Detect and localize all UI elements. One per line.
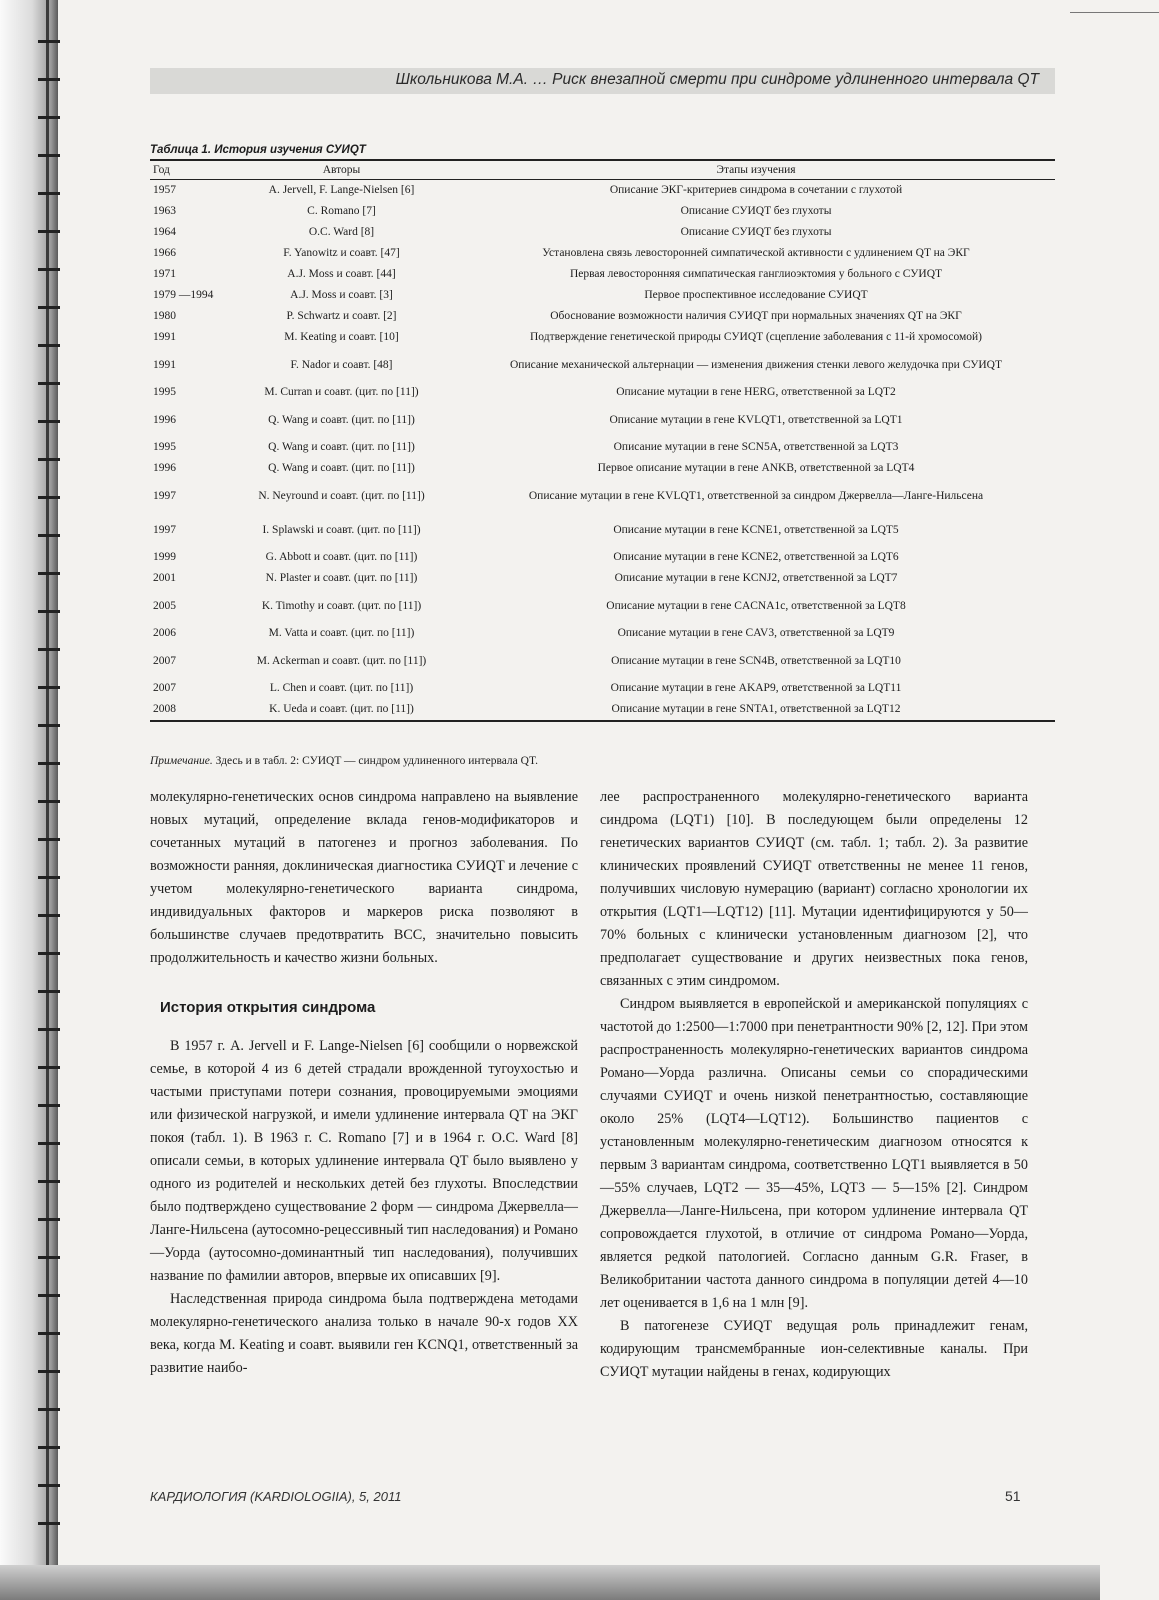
cell-year: 1991	[153, 331, 176, 343]
cell-year: 2008	[153, 703, 176, 715]
binding-hole	[38, 420, 60, 423]
cell-authors: K. Timothy и соавт. (цит. по [11])	[261, 599, 422, 612]
binding-hole	[38, 458, 60, 461]
left-column	[150, 786, 578, 1380]
binding-hole	[38, 610, 60, 613]
cell-authors: M. Vatta и соавт. (цит. по [11])	[268, 627, 415, 639]
cell-stage: Описание механической альтернации — изменения движения стенки левого желудочка при СУИQT	[510, 358, 1002, 371]
binding-hole	[38, 1446, 60, 1449]
cell-year: 1963	[153, 205, 176, 217]
history-table	[150, 159, 1055, 722]
right-paragraph-1: лее распространенного молекулярно-генетического варианта синдрома (LQT1) [10]. В последующем были определены 12 генетических вариантов СУИQT (см. табл. 1; табл. 2). За развитие клинических проявлений СУИQT ответственны не менее 11 генов, получивших числовую нумерацию (вариант) согласно хронологии их открытия (LQT1—LQT12) [11]. Мутации идентифицируются у 50—70% больных с клинически установленным диагнозом [2], что предполагает существование и других неизвестных пока генов, связанных с этим синдромом.	[600, 789, 1028, 989]
cell-stage: Описание мутации в гене SNTA1, ответственной за LQT12	[611, 703, 901, 715]
section-heading: История открытия синдрома	[160, 999, 376, 1016]
cell-year: 2005	[153, 599, 176, 612]
table-note-text: Здесь и в табл. 2: СУИQT — синдром удлиненного интервала QT.	[212, 755, 538, 767]
cell-stage: Описание мутации в гене CACNA1c, ответственной за LQT8	[606, 599, 906, 612]
cell-year: 1979 —1994	[153, 289, 214, 301]
binding-hole	[38, 1028, 60, 1031]
table-row	[150, 201, 1055, 222]
binding-hole	[38, 1408, 60, 1411]
cell-stage: Описание СУИQT без глухоты	[680, 205, 832, 217]
binding-hole	[38, 876, 60, 879]
cell-year: 2006	[153, 627, 176, 639]
cell-year: 1957	[153, 184, 176, 196]
table-row	[150, 699, 1055, 721]
table-row	[150, 678, 1055, 699]
cell-authors: Q. Wang и соавт. (цит. по [11])	[268, 441, 415, 453]
cell-authors: A.J. Moss и соавт. [44]	[287, 268, 396, 280]
binding-hole	[38, 1180, 60, 1183]
cell-stage: Подтверждение генетической природы СУИQT (сцепление заболевания с 11-й хромосомой)	[530, 331, 982, 343]
binding-hole	[38, 572, 60, 575]
binding-hole	[38, 116, 60, 119]
cell-authors: G. Abbott и соавт. (цит. по [11])	[265, 551, 418, 563]
cell-authors: Q. Wang и соавт. (цит. по [11])	[268, 413, 415, 426]
table-title: Таблица 1. История изучения СУИQT	[150, 144, 366, 156]
cell-authors: L. Chen и соавт. (цит. по [11])	[269, 682, 414, 694]
column-header-authors: Авторы	[226, 160, 457, 180]
binding-hole	[38, 1370, 60, 1373]
right-column	[600, 786, 1028, 1384]
cell-authors: C. Romano [7]	[307, 205, 376, 217]
table-row	[150, 306, 1055, 327]
cell-stage: Описание мутации в гене HERG, ответственной за LQT2	[616, 386, 896, 398]
scan-top-rule	[1070, 12, 1159, 13]
binding-hole	[38, 800, 60, 803]
journal-footer: КАРДИОЛОГИЯ (KARDIOLOGIIA), 5, 2011	[150, 1489, 402, 1504]
binding-hole	[38, 1484, 60, 1487]
cell-year: 1995	[153, 441, 176, 453]
cell-authors: M. Keating и соавт. [10]	[284, 331, 399, 343]
cell-year: 1996	[153, 413, 176, 426]
binding-hole	[38, 762, 60, 765]
table-header-row	[150, 160, 1055, 180]
column-header-stages: Этапы изучения	[457, 160, 1055, 180]
table-row	[150, 348, 1055, 382]
cell-authors: A.J. Moss и соавт. [3]	[290, 289, 393, 301]
cell-year: 1964	[153, 226, 176, 238]
binding-hole	[38, 1104, 60, 1107]
table-row	[150, 243, 1055, 264]
binding-hole	[38, 838, 60, 841]
cell-authors: Q. Wang и соавт. (цит. по [11])	[268, 462, 415, 474]
table-row	[150, 327, 1055, 348]
binding-hole	[38, 306, 60, 309]
table-row	[150, 222, 1055, 243]
table-row	[150, 644, 1055, 678]
cell-authors: F. Yanowitz и соавт. [47]	[283, 247, 400, 259]
binding-hole	[38, 914, 60, 917]
table-row	[150, 589, 1055, 623]
cell-year: 1991	[153, 358, 176, 371]
table-note-label: Примечание.	[150, 755, 213, 767]
binding-hole	[38, 1142, 60, 1145]
scan-bottom-gap	[1100, 1565, 1159, 1600]
table-row	[150, 568, 1055, 589]
cell-year: 1999	[153, 551, 176, 563]
cell-stage: Описание мутации в гене SCN5A, ответственной за LQT3	[613, 441, 899, 453]
cell-stage: Описание мутации в гене KVLQT1, ответственной за синдром Джервелла—Ланге-Нильсена	[528, 489, 984, 502]
binding-hole	[38, 1294, 60, 1297]
table-row	[150, 437, 1055, 458]
cell-stage: Описание ЭКГ-критериев синдрома в сочетании с глухотой	[609, 184, 903, 196]
running-header: Школьникова М.А. … Риск внезапной смерти при синдроме удлиненного интервала QT	[395, 71, 1039, 88]
cell-authors: F. Nador и соавт. [48]	[290, 358, 393, 371]
cell-year: 1971	[153, 268, 176, 280]
cell-authors: M. Curran и соавт. (цит. по [11])	[264, 386, 419, 398]
table-note	[150, 755, 538, 767]
binding-hole	[38, 382, 60, 385]
cell-stage: Описание мутации в гене KVLQT1, ответственной за LQT1	[609, 413, 903, 426]
table-row	[150, 285, 1055, 306]
table-row	[150, 382, 1055, 403]
table-body	[150, 180, 1055, 722]
cell-year: 2001	[153, 572, 176, 584]
table-row	[150, 623, 1055, 644]
cell-stage: Первая левосторонняя симпатическая ганглиоэктомия у больного с СУИQT	[569, 268, 943, 280]
right-paragraph-3: В патогенезе СУИQT ведущая роль принадлежит генам, кодирующим трансмембранные ион-селективные каналы. При СУИQT мутации найдены в генах, кодирующих	[600, 1318, 1028, 1380]
binding-hole	[38, 192, 60, 195]
cell-year: 1980	[153, 310, 176, 322]
table-row	[150, 547, 1055, 568]
cell-year: 1996	[153, 462, 176, 474]
cell-stage: Описание мутации в гене KCNJ2, ответственной за LQT7	[614, 572, 898, 584]
left-paragraph-2: В 1957 г. A. Jervell и F. Lange-Nielsen [6] сообщили о норвежской семье, в которой 4 из 6 детей страдали врожденной тугоухостью и частыми приступами потери сознания, провоцируемыми эмоциями или физической нагрузкой, и имели удлинение интервала QT на ЭКГ покоя (табл. 1). В 1963 г. C. Romano [7] и в 1964 г. O.C. Ward [8] описали семьи, в которых удлинение интервала QT было выявлено у одного из родителей и нескольких детей без глухоты. Впоследствии было подтверждено существование 2 форм — синдрома Джервелла—Ланге-Нильсена (аутосомно-рецессивный тип наследования) и Романо—Уорда (аутосомно-доминантный тип наследования), получивших название по фамилии авторов, впервые их описавших [9].	[150, 1038, 578, 1284]
column-header-year: Год	[150, 160, 226, 180]
cell-authors: O.C. Ward [8]	[308, 226, 375, 238]
cell-authors: A. Jervell, F. Lange-Nielsen [6]	[268, 184, 415, 196]
table-row	[150, 264, 1055, 285]
cell-year: 2007	[153, 682, 176, 694]
left-paragraph-1: молекулярно-генетических основ синдрома направлено на выявление новых мутаций, определение вклада генов-модификаторов и сочетанных мутаций в патогенез и прогноз заболевания. По возможности ранняя, доклиническая диагностика СУИQT и лечение с учетом молекулярно-генетического варианта синдрома, индивидуальных факторов и маркеров риска позволяют в большинстве случаев предотвратить ВСС, значительно повысить продолжительность и качество жизни больных.	[150, 789, 578, 966]
cell-authors: I. Splawski и соавт. (цит. по [11])	[262, 523, 421, 536]
right-paragraph-2: Синдром выявляется в европейской и американской популяциях с частотой до 1:2500—1:7000 при пенетрантности 90% [2, 12]. При этом распространенность молекулярно-генетических вариантов синдрома Романо—Уорда различна. Описаны семьи со спорадическими случаями СУИQT и очень низкой пенетрантностью, составляющие около 25% (LQT4—LQT12). Большинство пациентов с установленным молекулярно-генетическим диагнозом относятся к первым 3 вариантам синдрома, соответственно LQT1 выявляется в 50—55% случаев, LQT2 — 35—45%, LQT3 — 5—15% [2]. Синдром Джервелла—Ланге-Нильсена, при котором удлинение интервала QT сопровождается глухотой, в отличие от синдрома Романо—Уорда, является редкой патологией. Согласно данным G.R. Fraser, в Великобритании частота данного синдрома в популяции детей 4—10 лет оценивается в 1,6 на 1 млн [9].	[600, 996, 1029, 1311]
binding-hole	[38, 724, 60, 727]
table-row	[150, 513, 1055, 547]
table-row	[150, 479, 1055, 513]
cell-authors: K. Ueda и соавт. (цит. по [11])	[269, 703, 414, 715]
cell-year: 1997	[153, 489, 176, 502]
binding-hole	[38, 230, 60, 233]
cell-stage: Обоснование возможности наличия СУИQT при нормальных значениях QT на ЭКГ	[550, 310, 962, 322]
binding-hole	[38, 344, 60, 347]
left-paragraph-3: Наследственная природа синдрома была подтверждена методами молекулярно-генетического анализа только в начале 90-х годов XX века, когда M. Keating и соавт. выявили ген KCNQ1, ответственный за развитие наибо-	[150, 1291, 578, 1376]
cell-stage: Первое проспективное исследование СУИQT	[644, 289, 868, 301]
table-row	[150, 403, 1055, 437]
cell-stage: Описание мутации в гене CAV3, ответственной за LQT9	[617, 627, 895, 639]
binding-hole	[38, 952, 60, 955]
page-number: 51	[1005, 1488, 1021, 1504]
cell-year: 2007	[153, 654, 176, 667]
cell-stage: Первое описание мутации в гене ANKB, ответственной за LQT4	[597, 462, 915, 474]
cell-authors: M. Ackerman и соавт. (цит. по [11])	[256, 654, 427, 667]
binding-hole	[38, 686, 60, 689]
binding-hole	[38, 1218, 60, 1221]
binding-hole	[38, 40, 60, 43]
cell-year: 1997	[153, 523, 176, 536]
binding-hole	[38, 1256, 60, 1259]
cell-year: 1966	[153, 247, 176, 259]
binding-hole	[38, 534, 60, 537]
binding-hole	[38, 268, 60, 271]
cell-year: 1995	[153, 386, 176, 398]
cell-stage: Описание мутации в гене KCNE2, ответственной за LQT6	[613, 551, 899, 563]
cell-authors: P. Schwartz и соавт. [2]	[286, 310, 397, 322]
cell-authors: N. Plaster и соавт. (цит. по [11])	[265, 572, 418, 584]
table-row	[150, 458, 1055, 479]
binding-hole	[38, 78, 60, 81]
binding-hole	[38, 154, 60, 157]
table-row	[150, 180, 1055, 202]
binding-hole	[38, 496, 60, 499]
scan-bottom-shadow	[0, 1565, 1159, 1600]
cell-authors: N. Neyround и соавт. (цит. по [11])	[258, 489, 425, 502]
binding-hole	[38, 648, 60, 651]
cell-stage: Описание мутации в гене AKAP9, ответственной за LQT11	[610, 682, 902, 694]
cell-stage: Установлена связь левосторонней симпатической активности с удлинением QT на ЭКГ	[542, 247, 970, 259]
binding-hole	[38, 990, 60, 993]
binding-hole	[38, 1066, 60, 1069]
binding-hole	[38, 1332, 60, 1335]
cell-stage: Описание СУИQT без глухоты	[680, 226, 832, 238]
binding-hole	[38, 1522, 60, 1525]
cell-stage: Описание мутации в гене SCN4B, ответственной за LQT10	[611, 654, 901, 667]
cell-stage: Описание мутации в гене KCNE1, ответственной за LQT5	[613, 523, 899, 536]
